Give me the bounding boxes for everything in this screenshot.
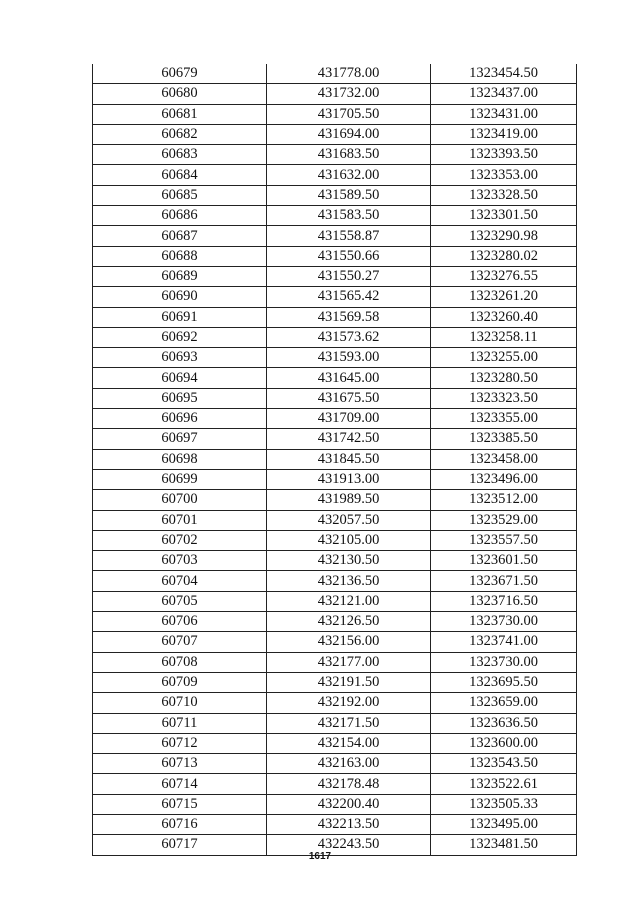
table-row <box>93 165 577 185</box>
table-row <box>93 246 577 266</box>
table-row <box>93 185 577 205</box>
point-id-cell: 60701 <box>93 510 267 530</box>
x-coordinate-cell: 432154.00 <box>267 733 431 753</box>
table-row <box>93 409 577 429</box>
point-id-cell: 60696 <box>93 409 267 429</box>
table-row <box>93 591 577 611</box>
point-id-cell: 60697 <box>93 429 267 449</box>
y-coordinate-cell: 1323437.00 <box>431 84 577 104</box>
point-id-cell: 60688 <box>93 246 267 266</box>
y-coordinate-cell: 1323659.00 <box>431 693 577 713</box>
table-row <box>93 449 577 469</box>
x-coordinate-cell: 432057.50 <box>267 510 431 530</box>
x-coordinate-cell: 431989.50 <box>267 490 431 510</box>
x-coordinate-cell: 431573.62 <box>267 327 431 347</box>
point-id-cell: 60708 <box>93 652 267 672</box>
point-id-cell: 60698 <box>93 449 267 469</box>
point-id-cell: 60689 <box>93 266 267 286</box>
y-coordinate-cell: 1323393.50 <box>431 145 577 165</box>
point-id-cell: 60714 <box>93 774 267 794</box>
x-coordinate-cell: 431732.00 <box>267 84 431 104</box>
point-id-cell: 60706 <box>93 612 267 632</box>
y-coordinate-cell: 1323255.00 <box>431 348 577 368</box>
y-coordinate-cell: 1323276.55 <box>431 266 577 286</box>
table-row <box>93 794 577 814</box>
y-coordinate-cell: 1323454.50 <box>431 64 577 84</box>
point-id-cell: 60690 <box>93 287 267 307</box>
x-coordinate-cell: 432200.40 <box>267 794 431 814</box>
y-coordinate-cell: 1323529.00 <box>431 510 577 530</box>
point-id-cell: 60680 <box>93 84 267 104</box>
point-id-cell: 60695 <box>93 388 267 408</box>
point-id-cell: 60687 <box>93 226 267 246</box>
x-coordinate-cell: 431742.50 <box>267 429 431 449</box>
y-coordinate-cell: 1323328.50 <box>431 185 577 205</box>
y-coordinate-cell: 1323323.50 <box>431 388 577 408</box>
y-coordinate-cell: 1323419.00 <box>431 124 577 144</box>
point-id-cell: 60694 <box>93 368 267 388</box>
table-row <box>93 327 577 347</box>
y-coordinate-cell: 1323741.00 <box>431 632 577 652</box>
table-row <box>93 774 577 794</box>
table-row <box>93 469 577 489</box>
table-row <box>93 145 577 165</box>
table-row <box>93 307 577 327</box>
point-id-cell: 60711 <box>93 713 267 733</box>
y-coordinate-cell: 1323600.00 <box>431 733 577 753</box>
table-row <box>93 551 577 571</box>
y-coordinate-cell: 1323495.00 <box>431 814 577 834</box>
point-id-cell: 60709 <box>93 672 267 692</box>
x-coordinate-cell: 431675.50 <box>267 388 431 408</box>
y-coordinate-cell: 1323258.11 <box>431 327 577 347</box>
y-coordinate-cell: 1323505.33 <box>431 794 577 814</box>
y-coordinate-cell: 1323280.50 <box>431 368 577 388</box>
point-id-cell: 60686 <box>93 206 267 226</box>
point-id-cell: 60710 <box>93 693 267 713</box>
x-coordinate-cell: 431550.27 <box>267 266 431 286</box>
coordinates-table-body <box>93 64 577 855</box>
x-coordinate-cell: 432192.00 <box>267 693 431 713</box>
table-row <box>93 693 577 713</box>
table-row <box>93 388 577 408</box>
point-id-cell: 60679 <box>93 64 267 84</box>
point-id-cell: 60692 <box>93 327 267 347</box>
x-coordinate-cell: 431593.00 <box>267 348 431 368</box>
y-coordinate-cell: 1323601.50 <box>431 551 577 571</box>
y-coordinate-cell: 1323557.50 <box>431 530 577 550</box>
table-row <box>93 226 577 246</box>
point-id-cell: 60685 <box>93 185 267 205</box>
y-coordinate-cell: 1323716.50 <box>431 591 577 611</box>
point-id-cell: 60684 <box>93 165 267 185</box>
point-id-cell: 60705 <box>93 591 267 611</box>
y-coordinate-cell: 1323301.50 <box>431 206 577 226</box>
x-coordinate-cell: 432243.50 <box>267 835 431 855</box>
table-row <box>93 632 577 652</box>
table-row <box>93 754 577 774</box>
table-row <box>93 266 577 286</box>
point-id-cell: 60699 <box>93 469 267 489</box>
x-coordinate-cell: 432177.00 <box>267 652 431 672</box>
table-row <box>93 64 577 84</box>
x-coordinate-cell: 431913.00 <box>267 469 431 489</box>
x-coordinate-cell: 432213.50 <box>267 814 431 834</box>
y-coordinate-cell: 1323481.50 <box>431 835 577 855</box>
x-coordinate-cell: 431565.42 <box>267 287 431 307</box>
x-coordinate-cell: 431550.66 <box>267 246 431 266</box>
x-coordinate-cell: 432130.50 <box>267 551 431 571</box>
point-id-cell: 60681 <box>93 104 267 124</box>
y-coordinate-cell: 1323280.02 <box>431 246 577 266</box>
point-id-cell: 60713 <box>93 754 267 774</box>
y-coordinate-cell: 1323543.50 <box>431 754 577 774</box>
y-coordinate-cell: 1323671.50 <box>431 571 577 591</box>
table-row <box>93 510 577 530</box>
x-coordinate-cell: 431589.50 <box>267 185 431 205</box>
point-id-cell: 60682 <box>93 124 267 144</box>
y-coordinate-cell: 1323730.00 <box>431 652 577 672</box>
table-row <box>93 124 577 144</box>
table-row <box>93 206 577 226</box>
table-row <box>93 571 577 591</box>
table-row <box>93 490 577 510</box>
table-row <box>93 814 577 834</box>
table-row <box>93 348 577 368</box>
point-id-cell: 60693 <box>93 348 267 368</box>
y-coordinate-cell: 1323431.00 <box>431 104 577 124</box>
table-row <box>93 652 577 672</box>
x-coordinate-cell: 431558.87 <box>267 226 431 246</box>
point-id-cell: 60691 <box>93 307 267 327</box>
y-coordinate-cell: 1323355.00 <box>431 409 577 429</box>
table-row <box>93 429 577 449</box>
y-coordinate-cell: 1323385.50 <box>431 429 577 449</box>
table-row <box>93 530 577 550</box>
point-id-cell: 60712 <box>93 733 267 753</box>
x-coordinate-cell: 432126.50 <box>267 612 431 632</box>
point-id-cell: 60700 <box>93 490 267 510</box>
point-id-cell: 60702 <box>93 530 267 550</box>
x-coordinate-cell: 432136.50 <box>267 571 431 591</box>
x-coordinate-cell: 431705.50 <box>267 104 431 124</box>
point-id-cell: 60704 <box>93 571 267 591</box>
x-coordinate-cell: 431845.50 <box>267 449 431 469</box>
point-id-cell: 60717 <box>93 835 267 855</box>
x-coordinate-cell: 431583.50 <box>267 206 431 226</box>
y-coordinate-cell: 1323522.61 <box>431 774 577 794</box>
point-id-cell: 60707 <box>93 632 267 652</box>
x-coordinate-cell: 432121.00 <box>267 591 431 611</box>
x-coordinate-cell: 432178.48 <box>267 774 431 794</box>
point-id-cell: 60715 <box>93 794 267 814</box>
y-coordinate-cell: 1323290.98 <box>431 226 577 246</box>
x-coordinate-cell: 431645.00 <box>267 368 431 388</box>
table-row <box>93 104 577 124</box>
y-coordinate-cell: 1323353.00 <box>431 165 577 185</box>
x-coordinate-cell: 432191.50 <box>267 672 431 692</box>
page-number: 1617 <box>308 851 332 862</box>
table-row <box>93 733 577 753</box>
x-coordinate-cell: 431683.50 <box>267 145 431 165</box>
x-coordinate-cell: 431709.00 <box>267 409 431 429</box>
table-row <box>93 713 577 733</box>
x-coordinate-cell: 432156.00 <box>267 632 431 652</box>
x-coordinate-cell: 432171.50 <box>267 713 431 733</box>
y-coordinate-cell: 1323695.50 <box>431 672 577 692</box>
y-coordinate-cell: 1323260.40 <box>431 307 577 327</box>
table-row <box>93 84 577 104</box>
x-coordinate-cell: 431694.00 <box>267 124 431 144</box>
x-coordinate-cell: 431632.00 <box>267 165 431 185</box>
y-coordinate-cell: 1323730.00 <box>431 612 577 632</box>
point-id-cell: 60683 <box>93 145 267 165</box>
y-coordinate-cell: 1323261.20 <box>431 287 577 307</box>
point-id-cell: 60716 <box>93 814 267 834</box>
coordinates-table <box>92 64 577 856</box>
table-row <box>93 672 577 692</box>
x-coordinate-cell: 431569.58 <box>267 307 431 327</box>
point-id-cell: 60703 <box>93 551 267 571</box>
table-row <box>93 368 577 388</box>
x-coordinate-cell: 432105.00 <box>267 530 431 550</box>
x-coordinate-cell: 431778.00 <box>267 64 431 84</box>
y-coordinate-cell: 1323636.50 <box>431 713 577 733</box>
y-coordinate-cell: 1323458.00 <box>431 449 577 469</box>
x-coordinate-cell: 432163.00 <box>267 754 431 774</box>
y-coordinate-cell: 1323496.00 <box>431 469 577 489</box>
y-coordinate-cell: 1323512.00 <box>431 490 577 510</box>
table-row <box>93 287 577 307</box>
table-row <box>93 612 577 632</box>
